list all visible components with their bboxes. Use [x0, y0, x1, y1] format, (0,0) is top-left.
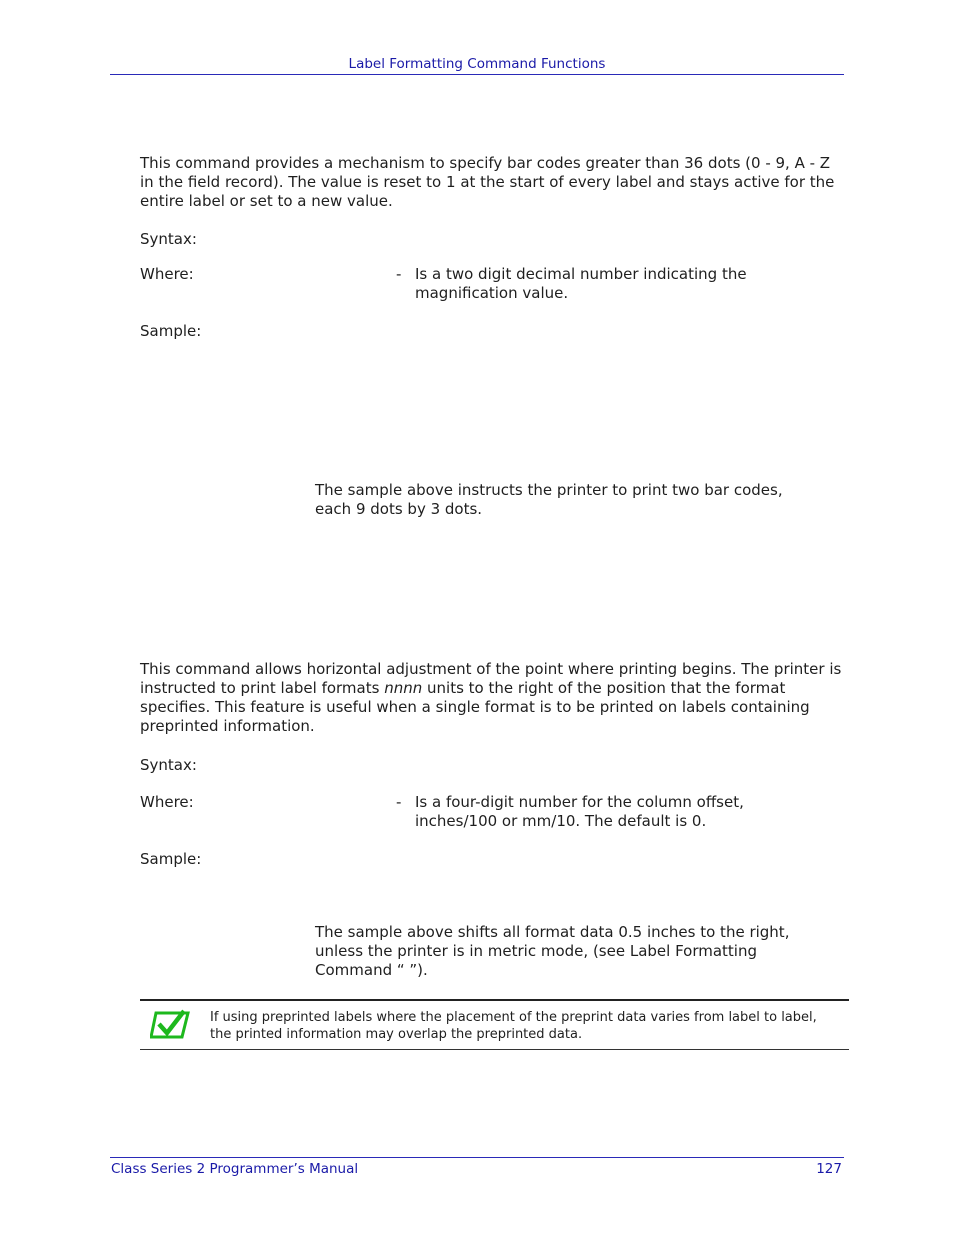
section1-where-dash: - — [396, 265, 402, 283]
note-text: If using preprinted labels where the placement of the preprint data varies from label to label, the printed information may overlap the preprinted data. — [210, 1010, 817, 1042]
section2-paragraph-after: units to the right of the position that the format specifies. This feature is useful when a single format is to be printed on labels containing preprinted information. — [140, 679, 810, 735]
footer-page-number: 127 — [816, 1161, 842, 1177]
section2-paragraph-italic: nnnn — [384, 679, 423, 697]
section2-where-description: Is a four-digit number for the column offset, inches/100 or mm/10. The default is 0. — [415, 793, 744, 830]
section2-sample-note: The sample above shifts all format data 0.5 inches to the right, unless the printer is in metric mode, (see Label Formatting Command “ ”). — [315, 923, 790, 979]
section2-paragraph-before: This command allows horizontal adjustment of the point where printing begins. The printer is instructed to print label formats — [140, 660, 842, 697]
note-bottom-rule — [140, 1049, 849, 1050]
section1-where-description: Is a two digit decimal number indicating the magnification value. — [415, 265, 747, 302]
footer-rule — [110, 1157, 844, 1158]
section2-syntax-label: Syntax: — [140, 756, 197, 774]
running-header: Label Formatting Command Functions — [348, 56, 606, 72]
section1-where-label: Where: — [140, 265, 194, 283]
section2-paragraph — [140, 660, 846, 736]
checkmark-note-icon — [150, 1009, 190, 1041]
footer-manual-title: Class Series 2 Programmer’s Manual — [111, 1161, 359, 1177]
section2-where-dash: - — [396, 793, 402, 811]
section2-sample-label: Sample: — [140, 850, 202, 868]
section1-sample-label: Sample: — [140, 322, 202, 340]
section1-sample-note: The sample above instructs the printer to print two bar codes, each 9 dots by 3 dots. — [315, 481, 783, 518]
section1-syntax-label: Syntax: — [140, 230, 197, 248]
note-top-rule — [140, 999, 849, 1001]
section2-where-label: Where: — [140, 793, 194, 811]
header-rule — [110, 74, 844, 75]
section1-paragraph: This command provides a mechanism to specify bar codes greater than 36 dots (0 - 9, A - Z in the field record). The value is reset to 1 at the start of every label and stays active for the entire label or set to a new value. — [140, 154, 835, 210]
